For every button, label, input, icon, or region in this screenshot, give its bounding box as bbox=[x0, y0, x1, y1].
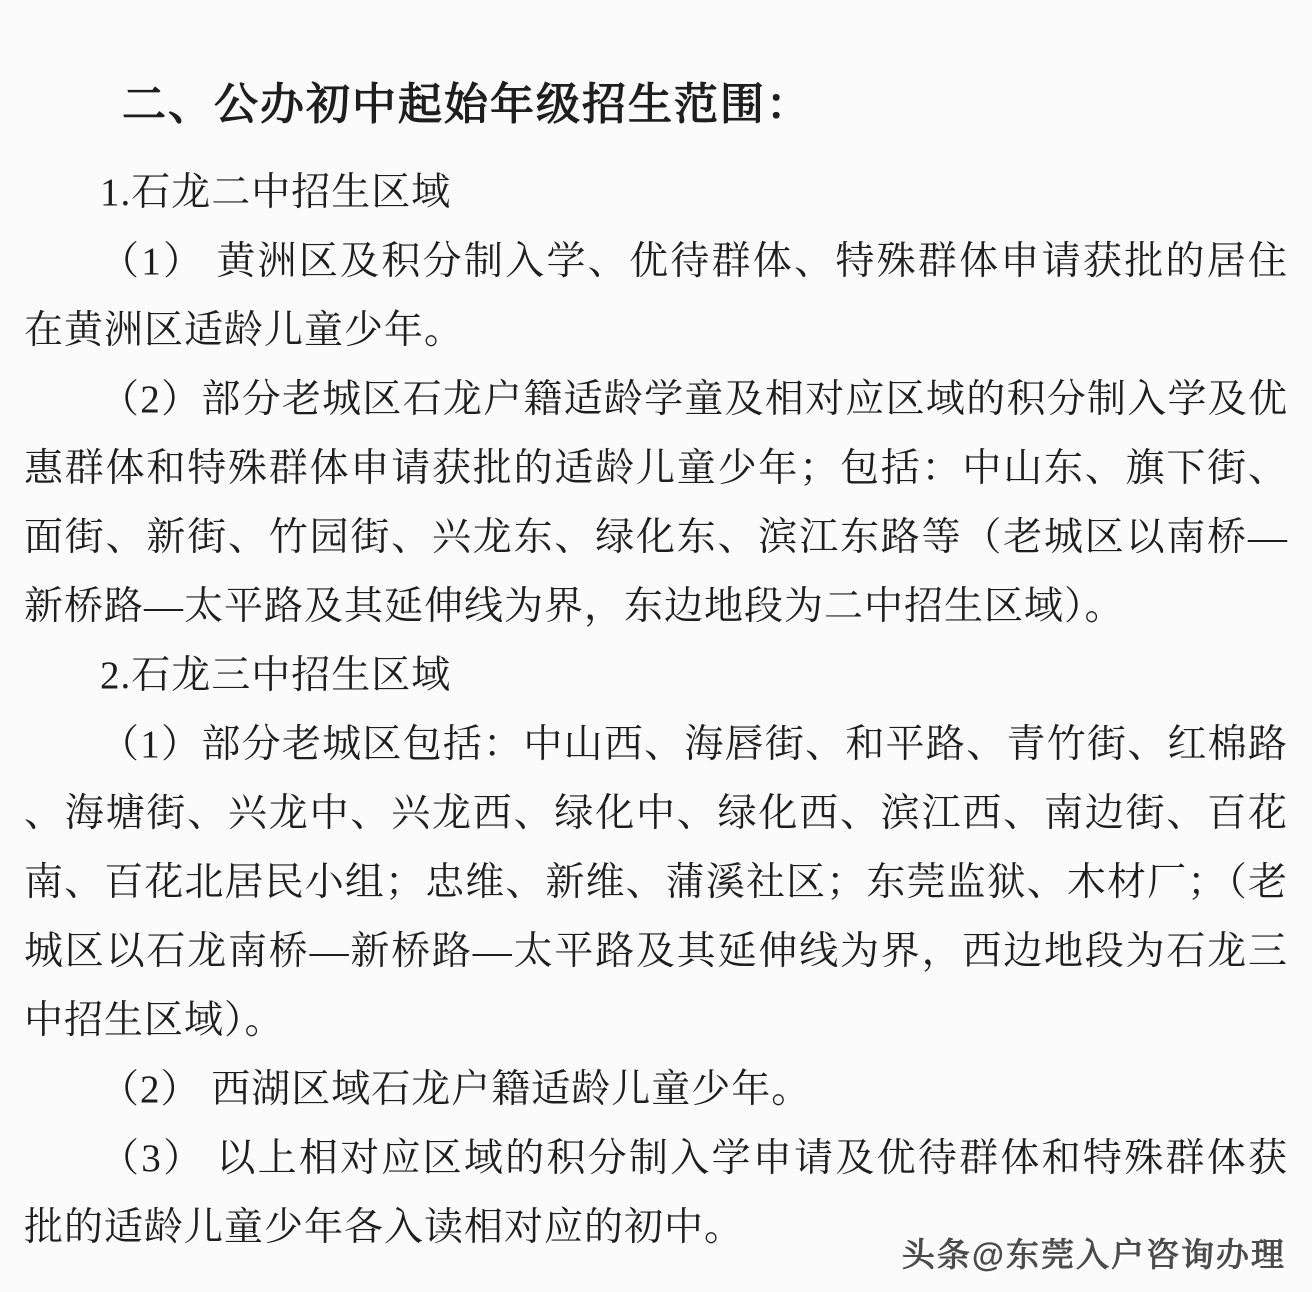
watermark: 头条@东莞入户咨询办理 bbox=[901, 1236, 1286, 1273]
paragraph: （1）部分老城区包括：中山西、海唇街、和平路、青竹街、红棉路、海塘街、兴龙中、兴龙西、绿化中、绿化西、滨江西、南边街、百花南、百花北居民小组；忠维、新维、蒲溪社区；东莞监狱、木材厂；（老城区以石龙南桥—新桥路—太平路及其延伸线为界，西边地段为石龙三中招生区域）。 bbox=[24, 723, 1288, 1042]
paragraph: （3） 以上相对应区域的积分制入学申请及优待群体和特殊群体获批的适龄儿童少年各入读相对应的初中。 bbox=[24, 1137, 1288, 1249]
paragraph: 2.石龙三中招生区域 bbox=[100, 654, 452, 697]
paragraph: 1.石龙二中招生区域 bbox=[100, 171, 452, 214]
paragraph: （1） 黄洲区及积分制入学、优待群体、特殊群体申请获批的居住在黄洲区适龄儿童少年。 bbox=[24, 240, 1288, 352]
document-body bbox=[24, 158, 1288, 1262]
paragraph: （2）部分老城区石龙户籍适龄学童及相对应区域的积分制入学及优惠群体和特殊群体申请获批的适龄儿童少年；包括：中山东、旗下街、面街、新街、竹园街、兴龙东、绿化东、滨江东路等（老城区以南桥—新桥路—太平路及其延伸线为界，东边地段为二中招生区域）。 bbox=[24, 378, 1288, 628]
section-heading: 二、公办初中起始年级招生范围： bbox=[122, 80, 812, 129]
paragraph: （2） 西湖区域石龙户籍适龄儿童少年。 bbox=[100, 1068, 812, 1111]
